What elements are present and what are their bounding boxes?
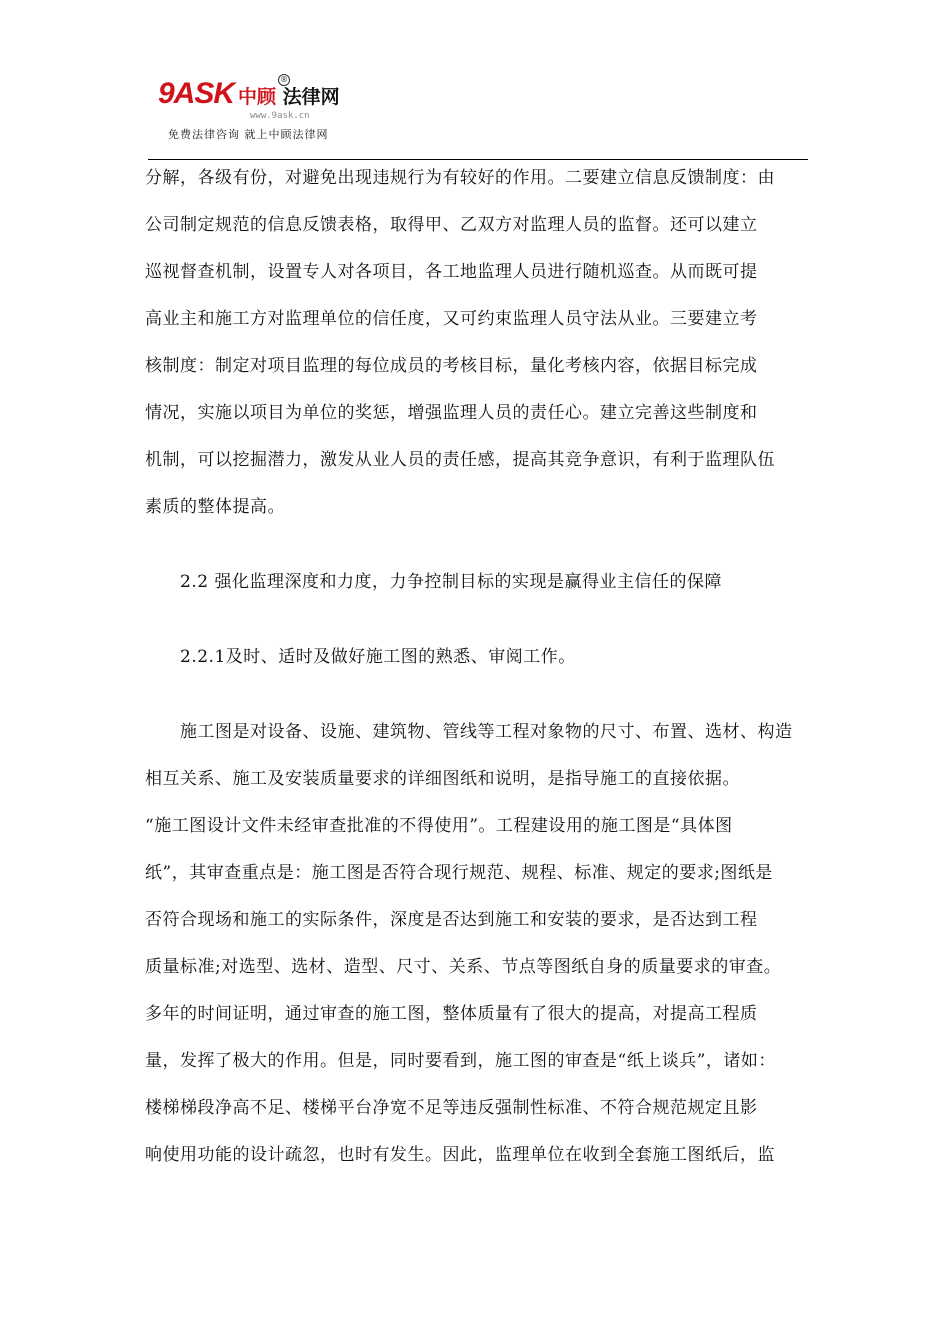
logo-name (238, 81, 340, 113)
paragraph-line: 情况，实施以项目为单位的奖惩，增强监理人员的责任心。建立完善这些制度和 (145, 403, 758, 423)
paragraph-gap (145, 686, 810, 714)
paragraph-line: 多年的时间证明，通过审查的施工图，整体质量有了很大的提高，对提高工程质 (145, 1004, 758, 1024)
section-heading: 2.2 强化监理深度和力度，力争控制目标的实现是赢得业主信任的保障 (180, 572, 722, 592)
paragraph-line: 施工图是对设备、设施、建筑物、管线等工程对象物的尺寸、布置、选材、构造 (180, 722, 793, 742)
site-logo (158, 75, 358, 148)
paragraph-line: 分解，各级有份，对避免出现违规行为有较好的作用。二要建立信息反馈制度：由 (145, 168, 775, 188)
logo-name-part2: 法律网 (282, 86, 340, 108)
logo-name-part1: 中顾 (238, 86, 277, 108)
paragraph-line: “施工图设计文件未经审查批准的不得使用”。工程建设用的施工图是“具体图 (145, 816, 733, 836)
logo-url: www.9ask.cn (250, 111, 310, 121)
paragraph-line: 响使用功能的设计疏忽，也时有发生。因此，监理单位在收到全套施工图纸后，监 (145, 1145, 775, 1165)
paragraph-gap (145, 611, 810, 639)
document-body (145, 160, 810, 1184)
paragraph-line: 机制，可以挖掘潜力，激发从业人员的责任感，提高其竞争意识，有利于监理队伍 (145, 450, 775, 470)
paragraph-line: 素质的整体提高。 (145, 497, 285, 517)
paragraph-line: 否符合现场和施工的实际条件，深度是否达到施工和安装的要求，是否达到工程 (145, 910, 758, 930)
logo-mark (158, 78, 358, 113)
registered-mark-icon: ® (280, 75, 288, 84)
paragraph-line: 质量标准;对选型、选材、造型、尺寸、关系、节点等图纸自身的质量要求的审查。 (145, 957, 782, 977)
paragraph-line: 核制度：制定对项目监理的每位成员的考核目标，量化考核内容，依据目标完成 (145, 356, 758, 376)
logo-9ask: 9ASK (158, 77, 235, 110)
paragraph-line: 纸”，其审查重点是：施工图是否符合现行规范、规程、标准、规定的要求;图纸是 (145, 863, 773, 883)
paragraph-line: 巡视督查机制，设置专人对各项目，各工地监理人员进行随机巡查。从而既可提 (145, 262, 758, 282)
paragraph-line: 量，发挥了极大的作用。但是，同时要看到，施工图的审查是“纸上谈兵”，诸如： (145, 1051, 776, 1071)
paragraph-line: 楼梯梯段净高不足、楼梯平台净宽不足等违反强制性标准、不符合规范规定且影 (145, 1098, 758, 1118)
paragraph-line: 相互关系、施工及安装质量要求的详细图纸和说明，是指导施工的直接依据。 (145, 769, 740, 789)
paragraph-line: 公司制定规范的信息反馈表格，取得甲、乙双方对监理人员的监督。还可以建立 (145, 215, 758, 235)
paragraph-gap (145, 536, 810, 564)
page-header (148, 74, 808, 160)
subsection-heading: 2.2.1及时、适时及做好施工图的熟悉、审阅工作。 (180, 647, 576, 667)
paragraph-line: 高业主和施工方对监理单位的信任度，又可约束监理人员守法从业。三要建立考 (145, 309, 758, 329)
logo-slogan: 免费法律咨询 就上中顾法律网 (168, 128, 329, 141)
